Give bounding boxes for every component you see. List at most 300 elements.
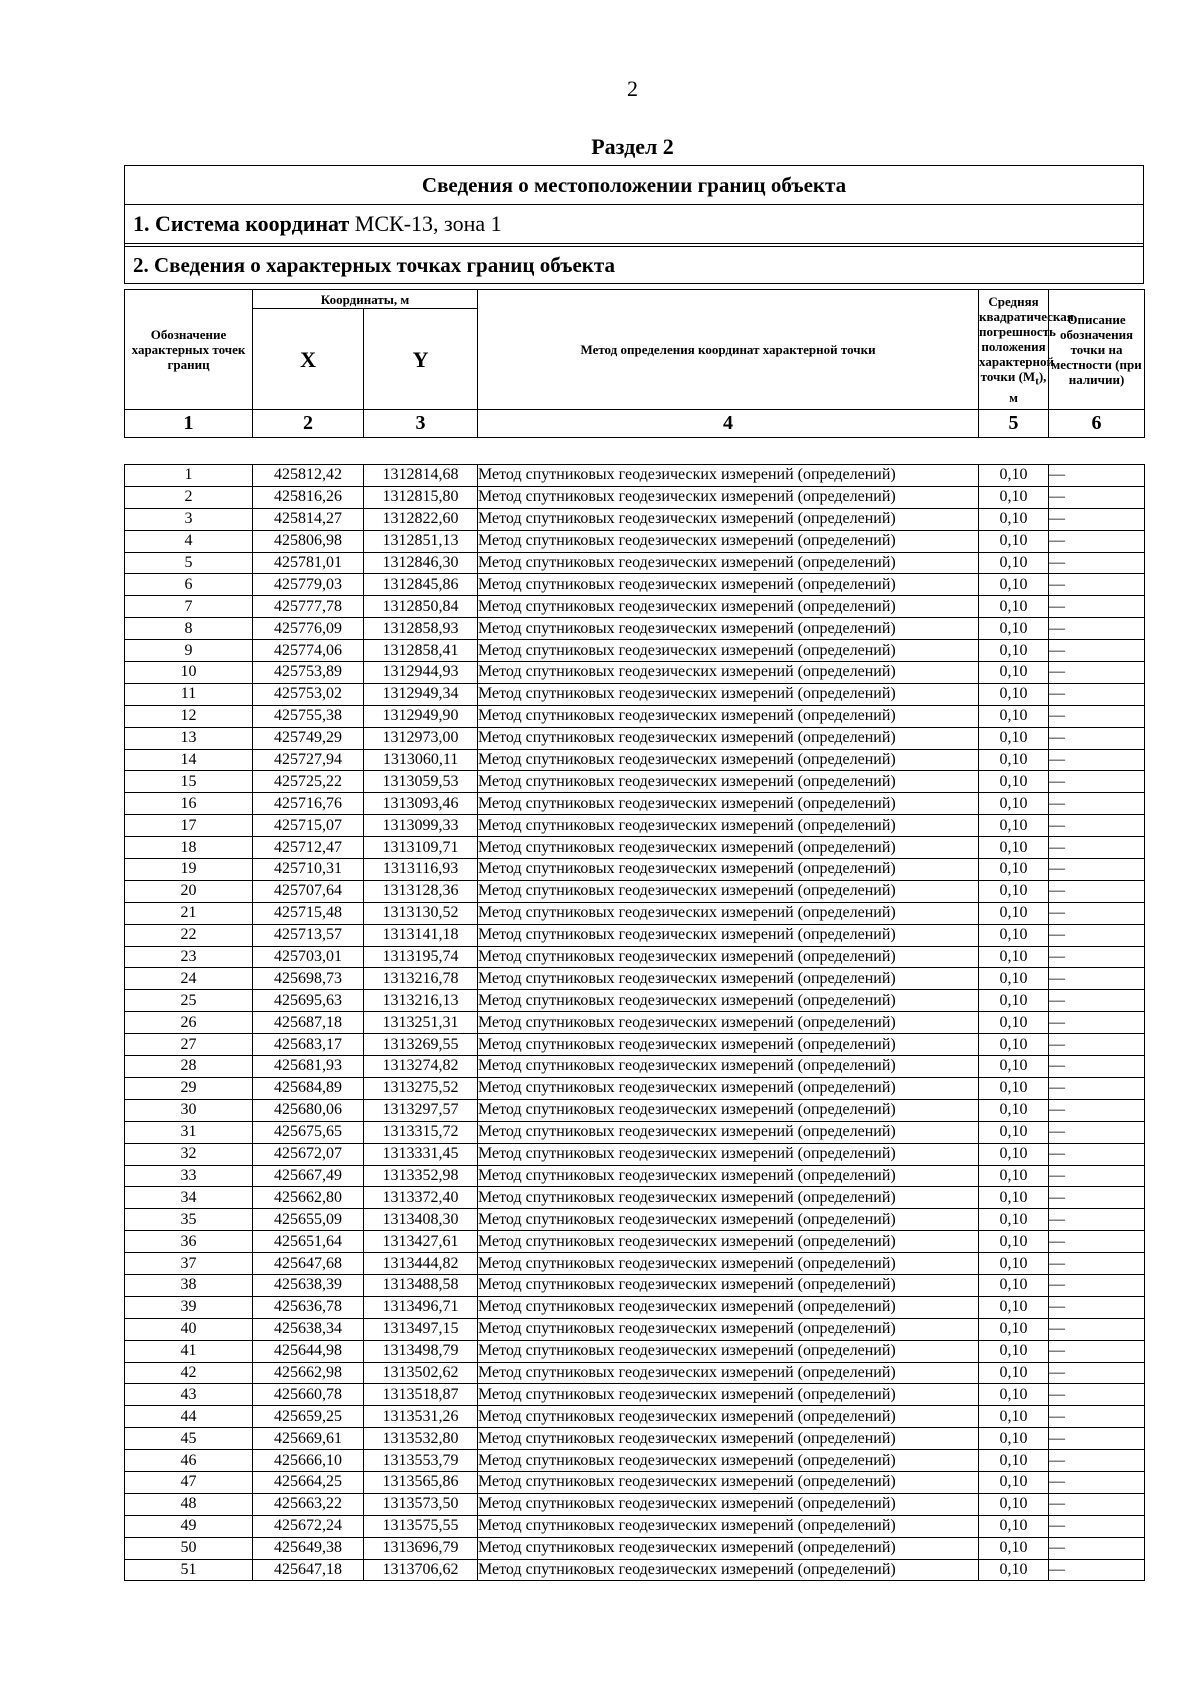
method: Метод спутниковых геодезических измерений (определений) (478, 924, 979, 946)
point-number: 27 (125, 1034, 253, 1056)
point-number: 24 (125, 968, 253, 990)
point-description: — (1049, 837, 1145, 859)
point-description: — (1049, 574, 1145, 596)
method: Метод спутниковых геодезических измерений (определений) (478, 486, 979, 508)
position-error: 0,10 (979, 1471, 1049, 1493)
point-number: 25 (125, 990, 253, 1012)
point-description: — (1049, 552, 1145, 574)
y-coordinate: 1313553,79 (364, 1450, 478, 1472)
points-table (124, 289, 1145, 1581)
column-number: 2 (253, 410, 364, 438)
method: Метод спутниковых геодезических измерений (определений) (478, 946, 979, 968)
point-number: 7 (125, 596, 253, 618)
x-coordinate: 425681,93 (253, 1056, 364, 1078)
y-coordinate: 1313297,57 (364, 1099, 478, 1121)
point-number: 34 (125, 1187, 253, 1209)
point-number: 48 (125, 1493, 253, 1515)
point-number: 11 (125, 683, 253, 705)
point-number: 22 (125, 924, 253, 946)
table-row (125, 508, 1145, 530)
point-number: 14 (125, 749, 253, 771)
x-coordinate: 425684,89 (253, 1077, 364, 1099)
header-point-designation: Обозначение характерных точек границ (125, 290, 253, 410)
y-coordinate: 1313352,98 (364, 1165, 478, 1187)
table-row (125, 1056, 1145, 1078)
point-number: 17 (125, 815, 253, 837)
point-number: 3 (125, 508, 253, 530)
x-coordinate: 425644,98 (253, 1340, 364, 1362)
position-error: 0,10 (979, 1056, 1049, 1078)
point-number: 26 (125, 1012, 253, 1034)
point-description: — (1049, 1056, 1145, 1078)
x-coordinate: 425781,01 (253, 552, 364, 574)
y-coordinate: 1312822,60 (364, 508, 478, 530)
position-error: 0,10 (979, 465, 1049, 487)
point-description: — (1049, 1362, 1145, 1384)
table-row (125, 793, 1145, 815)
point-number: 32 (125, 1143, 253, 1165)
x-coordinate: 425655,09 (253, 1209, 364, 1231)
method: Метод спутниковых геодезических измерений (определений) (478, 1056, 979, 1078)
point-number: 29 (125, 1077, 253, 1099)
y-coordinate: 1312858,41 (364, 640, 478, 662)
method: Метод спутниковых геодезических измерений (определений) (478, 640, 979, 662)
table-row (125, 859, 1145, 881)
x-coordinate: 425672,24 (253, 1515, 364, 1537)
x-coordinate: 425662,98 (253, 1362, 364, 1384)
y-coordinate: 1312858,93 (364, 618, 478, 640)
table-row (125, 530, 1145, 552)
point-description: — (1049, 946, 1145, 968)
table-row (125, 968, 1145, 990)
y-coordinate: 1312845,86 (364, 574, 478, 596)
position-error: 0,10 (979, 1012, 1049, 1034)
x-coordinate: 425636,78 (253, 1296, 364, 1318)
point-description: — (1049, 618, 1145, 640)
method: Метод спутниковых геодезических измерений (определений) (478, 1318, 979, 1340)
position-error: 0,10 (979, 1296, 1049, 1318)
method: Метод спутниковых геодезических измерений (определений) (478, 793, 979, 815)
point-description: — (1049, 640, 1145, 662)
position-error: 0,10 (979, 859, 1049, 881)
method: Метод спутниковых геодезических измерений (определений) (478, 1034, 979, 1056)
table-row (125, 486, 1145, 508)
x-coordinate: 425712,47 (253, 837, 364, 859)
x-coordinate: 425749,29 (253, 727, 364, 749)
x-coordinate: 425659,25 (253, 1406, 364, 1428)
point-description: — (1049, 990, 1145, 1012)
position-error: 0,10 (979, 596, 1049, 618)
y-coordinate: 1313060,11 (364, 749, 478, 771)
x-coordinate: 425716,76 (253, 793, 364, 815)
table-row (125, 1012, 1145, 1034)
method: Метод спутниковых геодезических измерений (определений) (478, 859, 979, 881)
table-row (125, 1253, 1145, 1275)
x-coordinate: 425662,80 (253, 1187, 364, 1209)
method: Метод спутниковых геодезических измерений (определений) (478, 705, 979, 727)
x-coordinate: 425680,06 (253, 1099, 364, 1121)
position-error: 0,10 (979, 793, 1049, 815)
position-error: 0,10 (979, 1406, 1049, 1428)
point-number: 41 (125, 1340, 253, 1362)
table-row (125, 749, 1145, 771)
y-coordinate: 1313573,50 (364, 1493, 478, 1515)
y-coordinate: 1313696,79 (364, 1537, 478, 1559)
table-row (125, 1406, 1145, 1428)
table-row (125, 705, 1145, 727)
table-row (125, 1362, 1145, 1384)
position-error: 0,10 (979, 574, 1049, 596)
table-row (125, 1471, 1145, 1493)
x-coordinate: 425669,61 (253, 1428, 364, 1450)
point-description: — (1049, 1559, 1145, 1581)
y-coordinate: 1313408,30 (364, 1209, 478, 1231)
method: Метод спутниковых геодезических измерений (определений) (478, 902, 979, 924)
x-coordinate: 425675,65 (253, 1121, 364, 1143)
method: Метод спутниковых геодезических измерений (определений) (478, 618, 979, 640)
table-row (125, 1515, 1145, 1537)
table-row (125, 552, 1145, 574)
header-description: Описание обозначения точки на местности (при наличии) (1049, 290, 1145, 410)
x-coordinate: 425753,02 (253, 683, 364, 705)
y-coordinate: 1313531,26 (364, 1406, 478, 1428)
position-error: 0,10 (979, 1034, 1049, 1056)
x-coordinate: 425683,17 (253, 1034, 364, 1056)
y-coordinate: 1313518,87 (364, 1384, 478, 1406)
method: Метод спутниковых геодезических измерений (определений) (478, 552, 979, 574)
y-coordinate: 1313565,86 (364, 1471, 478, 1493)
position-error: 0,10 (979, 640, 1049, 662)
point-description: — (1049, 1165, 1145, 1187)
point-number: 40 (125, 1318, 253, 1340)
point-description: — (1049, 727, 1145, 749)
table-row (125, 465, 1145, 487)
method: Метод спутниковых геодезических измерений (определений) (478, 771, 979, 793)
table-row (125, 1559, 1145, 1581)
header-coordinates: Координаты, м (253, 290, 478, 309)
position-error: 0,10 (979, 771, 1049, 793)
point-description: — (1049, 1537, 1145, 1559)
position-error: 0,10 (979, 530, 1049, 552)
x-coordinate: 425774,06 (253, 640, 364, 662)
method: Метод спутниковых геодезических измерений (определений) (478, 1515, 979, 1537)
point-description: — (1049, 705, 1145, 727)
y-coordinate: 1313216,78 (364, 968, 478, 990)
point-number: 5 (125, 552, 253, 574)
point-description: — (1049, 1143, 1145, 1165)
position-error: 0,10 (979, 924, 1049, 946)
position-error: 0,10 (979, 1253, 1049, 1275)
position-error: 0,10 (979, 1493, 1049, 1515)
table-row (125, 1121, 1145, 1143)
position-error: 0,10 (979, 486, 1049, 508)
method: Метод спутниковых геодезических измерений (определений) (478, 574, 979, 596)
x-coordinate: 425667,49 (253, 1165, 364, 1187)
point-description: — (1049, 859, 1145, 881)
point-description: — (1049, 1231, 1145, 1253)
point-number: 2 (125, 486, 253, 508)
position-error: 0,10 (979, 1077, 1049, 1099)
position-error: 0,10 (979, 1099, 1049, 1121)
position-error: 0,10 (979, 683, 1049, 705)
point-description: — (1049, 880, 1145, 902)
table-row (125, 662, 1145, 684)
method: Метод спутниковых геодезических измерений (определений) (478, 1384, 979, 1406)
point-description: — (1049, 1515, 1145, 1537)
y-coordinate: 1313128,36 (364, 880, 478, 902)
table-row (125, 924, 1145, 946)
x-coordinate: 425779,03 (253, 574, 364, 596)
method: Метод спутниковых геодезических измерений (определений) (478, 1143, 979, 1165)
position-error: 0,10 (979, 662, 1049, 684)
y-coordinate: 1313496,71 (364, 1296, 478, 1318)
header-y: Y (364, 309, 478, 410)
method: Метод спутниковых геодезических измерений (определений) (478, 1077, 979, 1099)
point-number: 47 (125, 1471, 253, 1493)
point-description: — (1049, 815, 1145, 837)
y-coordinate: 1313427,61 (364, 1231, 478, 1253)
y-coordinate: 1313251,31 (364, 1012, 478, 1034)
y-coordinate: 1313130,52 (364, 902, 478, 924)
point-number: 23 (125, 946, 253, 968)
x-coordinate: 425663,22 (253, 1493, 364, 1515)
point-description: — (1049, 486, 1145, 508)
x-coordinate: 425806,98 (253, 530, 364, 552)
x-coordinate: 425777,78 (253, 596, 364, 618)
x-coordinate: 425753,89 (253, 662, 364, 684)
heading: Сведения о местоположении границ объекта (125, 166, 1143, 205)
y-coordinate: 1313372,40 (364, 1187, 478, 1209)
table-row (125, 946, 1145, 968)
y-coordinate: 1313109,71 (364, 837, 478, 859)
x-coordinate: 425687,18 (253, 1012, 364, 1034)
x-coordinate: 425776,09 (253, 618, 364, 640)
point-number: 36 (125, 1231, 253, 1253)
position-error: 0,10 (979, 1231, 1049, 1253)
table-row (125, 1340, 1145, 1362)
point-description: — (1049, 1034, 1145, 1056)
position-error: 0,10 (979, 837, 1049, 859)
table-row (125, 1077, 1145, 1099)
point-description: — (1049, 1384, 1145, 1406)
table-row (125, 1187, 1145, 1209)
x-coordinate: 425647,68 (253, 1253, 364, 1275)
header-error-text: Средняя квадратическая погрешность положения характерной точки (M (979, 294, 1074, 385)
method: Метод спутниковых геодезических измерений (определений) (478, 990, 979, 1012)
position-error: 0,10 (979, 618, 1049, 640)
method: Метод спутниковых геодезических измерений (определений) (478, 1165, 979, 1187)
method: Метод спутниковых геодезических измерений (определений) (478, 508, 979, 530)
y-coordinate: 1312850,84 (364, 596, 478, 618)
y-coordinate: 1313269,55 (364, 1034, 478, 1056)
spacer-row (125, 438, 1145, 465)
y-coordinate: 1312851,13 (364, 530, 478, 552)
y-coordinate: 1313498,79 (364, 1340, 478, 1362)
position-error: 0,10 (979, 1450, 1049, 1472)
point-number: 19 (125, 859, 253, 881)
point-number: 46 (125, 1450, 253, 1472)
point-description: — (1049, 596, 1145, 618)
y-coordinate: 1312846,30 (364, 552, 478, 574)
column-number: 5 (979, 410, 1049, 438)
method: Метод спутниковых геодезических измерений (определений) (478, 1121, 979, 1143)
table-row (125, 1034, 1145, 1056)
x-coordinate: 425647,18 (253, 1559, 364, 1581)
y-coordinate: 1312973,00 (364, 727, 478, 749)
position-error: 0,10 (979, 880, 1049, 902)
x-coordinate: 425666,10 (253, 1450, 364, 1472)
x-coordinate: 425713,57 (253, 924, 364, 946)
table-row (125, 1428, 1145, 1450)
y-coordinate: 1313059,53 (364, 771, 478, 793)
table-row (125, 1231, 1145, 1253)
x-coordinate: 425715,07 (253, 815, 364, 837)
position-error: 0,10 (979, 1384, 1049, 1406)
column-number: 3 (364, 410, 478, 438)
point-number: 42 (125, 1362, 253, 1384)
x-coordinate: 425814,27 (253, 508, 364, 530)
point-number: 37 (125, 1253, 253, 1275)
point-description: — (1049, 1318, 1145, 1340)
method: Метод спутниковых геодезических измерений (определений) (478, 1428, 979, 1450)
method: Метод спутниковых геодезических измерений (определений) (478, 1209, 979, 1231)
table-row (125, 1537, 1145, 1559)
table-row (125, 1384, 1145, 1406)
method: Метод спутниковых геодезических измерений (определений) (478, 1450, 979, 1472)
point-description: — (1049, 1077, 1145, 1099)
table-row (125, 640, 1145, 662)
x-coordinate: 425715,48 (253, 902, 364, 924)
method: Метод спутниковых геодезических измерений (определений) (478, 683, 979, 705)
x-coordinate: 425725,22 (253, 771, 364, 793)
x-coordinate: 425660,78 (253, 1384, 364, 1406)
x-coordinate: 425651,64 (253, 1231, 364, 1253)
position-error: 0,10 (979, 1515, 1049, 1537)
header-error-unit: ), м (1009, 369, 1047, 405)
y-coordinate: 1312949,90 (364, 705, 478, 727)
point-number: 9 (125, 640, 253, 662)
point-description: — (1049, 662, 1145, 684)
point-description: — (1049, 1406, 1145, 1428)
y-coordinate: 1312815,80 (364, 486, 478, 508)
position-error: 0,10 (979, 815, 1049, 837)
column-number: 6 (1049, 410, 1145, 438)
point-number: 8 (125, 618, 253, 640)
point-number: 15 (125, 771, 253, 793)
point-number: 51 (125, 1559, 253, 1581)
y-coordinate: 1313488,58 (364, 1274, 478, 1296)
table-row (125, 837, 1145, 859)
y-coordinate: 1313497,15 (364, 1318, 478, 1340)
method: Метод спутниковых геодезических измерений (определений) (478, 1471, 979, 1493)
table-row (125, 771, 1145, 793)
point-number: 28 (125, 1056, 253, 1078)
point-number: 13 (125, 727, 253, 749)
x-coordinate: 425710,31 (253, 859, 364, 881)
y-coordinate: 1313315,72 (364, 1121, 478, 1143)
method: Метод спутниковых геодезических измерений (определений) (478, 596, 979, 618)
point-number: 16 (125, 793, 253, 815)
table-row (125, 1165, 1145, 1187)
point-number: 18 (125, 837, 253, 859)
method: Метод спутниковых геодезических измерений (определений) (478, 1274, 979, 1296)
position-error: 0,10 (979, 1209, 1049, 1231)
header-method: Метод определения координат характерной точки (478, 290, 979, 410)
position-error: 0,10 (979, 552, 1049, 574)
position-error: 0,10 (979, 1428, 1049, 1450)
point-number: 45 (125, 1428, 253, 1450)
table-row (125, 1493, 1145, 1515)
point-description: — (1049, 793, 1145, 815)
position-error: 0,10 (979, 902, 1049, 924)
table-row (125, 1143, 1145, 1165)
x-coordinate: 425727,94 (253, 749, 364, 771)
table-row (125, 618, 1145, 640)
section-title: Раздел 2 (591, 134, 674, 159)
table-row (125, 683, 1145, 705)
point-number: 1 (125, 465, 253, 487)
position-error: 0,10 (979, 946, 1049, 968)
method: Метод спутниковых геодезических измерений (определений) (478, 968, 979, 990)
point-description: — (1049, 508, 1145, 530)
point-number: 21 (125, 902, 253, 924)
method: Метод спутниковых геодезических измерений (определений) (478, 1296, 979, 1318)
point-number: 6 (125, 574, 253, 596)
method: Метод спутниковых геодезических измерений (определений) (478, 815, 979, 837)
point-description: — (1049, 749, 1145, 771)
header-error (979, 290, 1074, 410)
table-row (125, 596, 1145, 618)
method: Метод спутниковых геодезических измерений (определений) (478, 530, 979, 552)
y-coordinate: 1313532,80 (364, 1428, 478, 1450)
column-numbers-row (125, 410, 1145, 438)
table-row (125, 815, 1145, 837)
point-description: — (1049, 1209, 1145, 1231)
table-row (125, 1450, 1145, 1472)
point-description: — (1049, 683, 1145, 705)
x-coordinate: 425664,25 (253, 1471, 364, 1493)
table-row (125, 1296, 1145, 1318)
position-error: 0,10 (979, 508, 1049, 530)
x-coordinate: 425755,38 (253, 705, 364, 727)
point-number: 44 (125, 1406, 253, 1428)
point-description: — (1049, 1493, 1145, 1515)
point-number: 20 (125, 880, 253, 902)
point-description: — (1049, 1428, 1145, 1450)
points-title: 2. Сведения о характерных точках границ объекта (133, 253, 615, 277)
point-description: — (1049, 1274, 1145, 1296)
point-number: 50 (125, 1537, 253, 1559)
position-error: 0,10 (979, 1318, 1049, 1340)
x-coordinate: 425707,64 (253, 880, 364, 902)
table-row (125, 1099, 1145, 1121)
position-error: 0,10 (979, 749, 1049, 771)
method: Метод спутниковых геодезических измерений (определений) (478, 1187, 979, 1209)
table-row (125, 902, 1145, 924)
table-row (125, 1318, 1145, 1340)
x-coordinate: 425695,63 (253, 990, 364, 1012)
position-error: 0,10 (979, 1121, 1049, 1143)
point-number: 49 (125, 1515, 253, 1537)
method: Метод спутниковых геодезических измерений (определений) (478, 1231, 979, 1253)
method: Метод спутниковых геодезических измерений (определений) (478, 1362, 979, 1384)
y-coordinate: 1313195,74 (364, 946, 478, 968)
table-row (125, 574, 1145, 596)
method: Метод спутниковых геодезических измерений (определений) (478, 880, 979, 902)
x-coordinate: 425638,39 (253, 1274, 364, 1296)
y-coordinate: 1313141,18 (364, 924, 478, 946)
method: Метод спутниковых геодезических измерений (определений) (478, 1253, 979, 1275)
